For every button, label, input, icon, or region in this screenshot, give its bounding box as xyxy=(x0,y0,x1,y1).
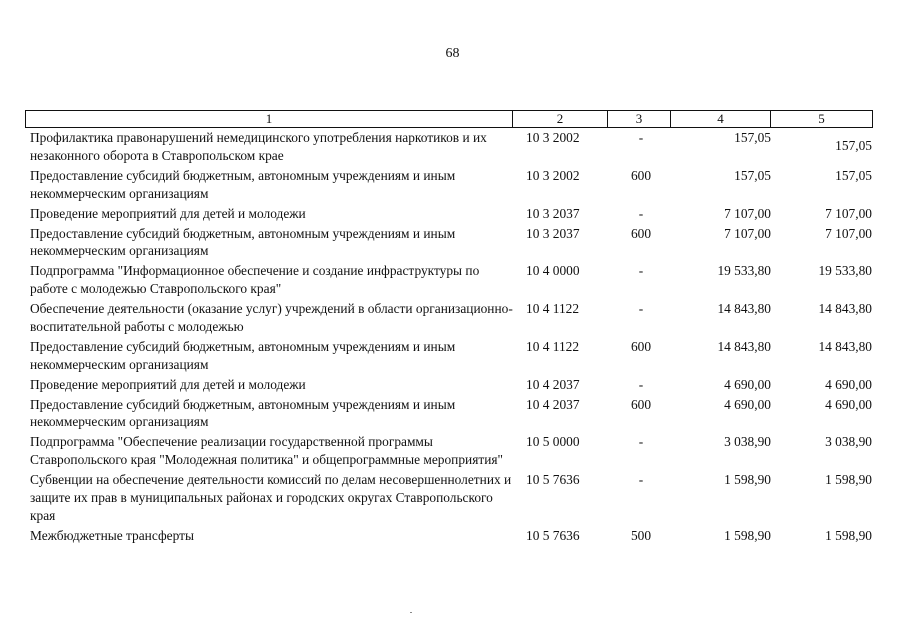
row-value-4: 14 843,80 xyxy=(717,338,771,354)
row-value-5: 14 843,80 xyxy=(818,301,872,317)
row-value-4: 7 107,00 xyxy=(724,205,771,221)
row-code: 10 4 1122 xyxy=(526,301,580,317)
row-vr: 600 xyxy=(630,167,652,183)
table-body xyxy=(30,129,872,547)
table-row xyxy=(30,167,872,203)
row-vr: 600 xyxy=(630,338,652,354)
row-vr: 500 xyxy=(630,527,652,543)
row-code: 10 4 1122 xyxy=(526,338,580,354)
row-value-5: 14 843,80 xyxy=(818,338,872,354)
row-vr: - xyxy=(638,263,644,279)
scan-speck xyxy=(410,612,412,613)
header-col-2: 2 xyxy=(513,111,608,127)
row-name: Предоставление субсидий бюджетным, автономным учреждениям и иным некоммерческим организациям xyxy=(30,396,456,430)
table-row xyxy=(30,396,872,432)
row-value-5: 4 690,00 xyxy=(825,376,872,392)
header-col-3: 3 xyxy=(608,111,671,127)
row-value-4: 157,05 xyxy=(734,167,771,183)
row-name: Проведение мероприятий для детей и молодежи xyxy=(30,205,306,221)
row-name: Профилактика правонарушений немедицинского употребления наркотиков и их незаконного оборота в Ставропольском крае xyxy=(30,130,487,163)
row-value-4: 1 598,90 xyxy=(724,472,771,488)
row-value-5: 3 038,90 xyxy=(825,434,872,450)
row-code: 10 4 2037 xyxy=(526,396,580,412)
table-row xyxy=(30,338,872,374)
table-row xyxy=(30,129,872,165)
row-vr: - xyxy=(638,130,644,145)
row-code: 10 3 2002 xyxy=(526,130,580,145)
row-name: Предоставление субсидий бюджетным, автономным учреждениям и иным некоммерческим организациям xyxy=(30,167,456,201)
row-code: 10 3 2037 xyxy=(526,205,580,221)
row-name: Субвенции на обеспечение деятельности комиссий по делам несовершеннолетних и защите их прав в муниципальных районах и городских округах Ставропольского края xyxy=(30,472,512,523)
row-code: 10 5 7636 xyxy=(526,527,580,543)
row-value-5: 1 598,90 xyxy=(825,527,872,543)
row-name: Предоставление субсидий бюджетным, автономным учреждениям и иным некоммерческим организациям xyxy=(30,338,456,372)
row-value-4: 4 690,00 xyxy=(724,396,771,412)
row-code: 10 3 2002 xyxy=(526,167,580,183)
row-value-4: 157,05 xyxy=(734,130,771,145)
row-value-4: 14 843,80 xyxy=(717,301,771,317)
row-value-4: 4 690,00 xyxy=(724,376,771,392)
row-code: 10 5 0000 xyxy=(526,434,580,450)
row-value-5: 4 690,00 xyxy=(825,396,872,412)
row-code: 10 4 2037 xyxy=(526,376,580,392)
page-number: 68 xyxy=(445,46,460,61)
row-value-4: 1 598,90 xyxy=(724,527,771,543)
row-name: Подпрограмма "Обеспечение реализации государственной программы Ставропольского края "Молодежная политика" и общепрограммные мероприятия" xyxy=(30,434,504,468)
header-col-1: 1 xyxy=(26,111,513,127)
table-row xyxy=(30,471,872,524)
table-row xyxy=(30,225,872,261)
row-value-4: 3 038,90 xyxy=(724,434,771,450)
table-row xyxy=(30,300,872,336)
table-row xyxy=(30,376,872,394)
row-value-5: 7 107,00 xyxy=(825,225,872,241)
row-name: Обеспечение деятельности (оказание услуг) учреждений в области организационно-воспитательной работы с молодежью xyxy=(30,301,513,334)
row-name: Предоставление субсидий бюджетным, автономным учреждениям и иным некоммерческим организациям xyxy=(30,225,456,259)
row-value-5: 1 598,90 xyxy=(825,472,872,488)
row-value-4: 19 533,80 xyxy=(717,263,771,279)
row-name: Подпрограмма "Информационное обеспечение и создание инфраструктуры по работе с молодежью Ставропольского края" xyxy=(30,263,480,297)
row-vr: - xyxy=(638,472,644,488)
header-col-5: 5 xyxy=(818,111,825,126)
row-value-5: 19 533,80 xyxy=(818,263,872,279)
row-vr: - xyxy=(638,301,644,317)
table-row xyxy=(30,262,872,298)
row-value-5: 7 107,00 xyxy=(825,205,872,221)
row-code: 10 4 0000 xyxy=(526,263,580,279)
table-row xyxy=(30,205,872,223)
row-value-5: 157,05 xyxy=(835,138,872,153)
row-vr: - xyxy=(638,376,644,392)
row-vr: - xyxy=(638,434,644,450)
row-vr: 600 xyxy=(630,396,652,412)
row-vr: 600 xyxy=(630,225,652,241)
header-col-4: 4 xyxy=(671,111,771,127)
row-name: Межбюджетные трансферты xyxy=(30,527,194,543)
table-header xyxy=(25,110,873,128)
row-code: 10 5 7636 xyxy=(526,472,580,488)
table-row xyxy=(30,433,872,469)
row-value-4: 7 107,00 xyxy=(724,225,771,241)
row-value-5: 157,05 xyxy=(835,167,872,183)
row-name: Проведение мероприятий для детей и молодежи xyxy=(30,376,306,392)
row-vr: - xyxy=(638,205,644,221)
table-row xyxy=(30,527,872,545)
row-code: 10 3 2037 xyxy=(526,225,580,241)
